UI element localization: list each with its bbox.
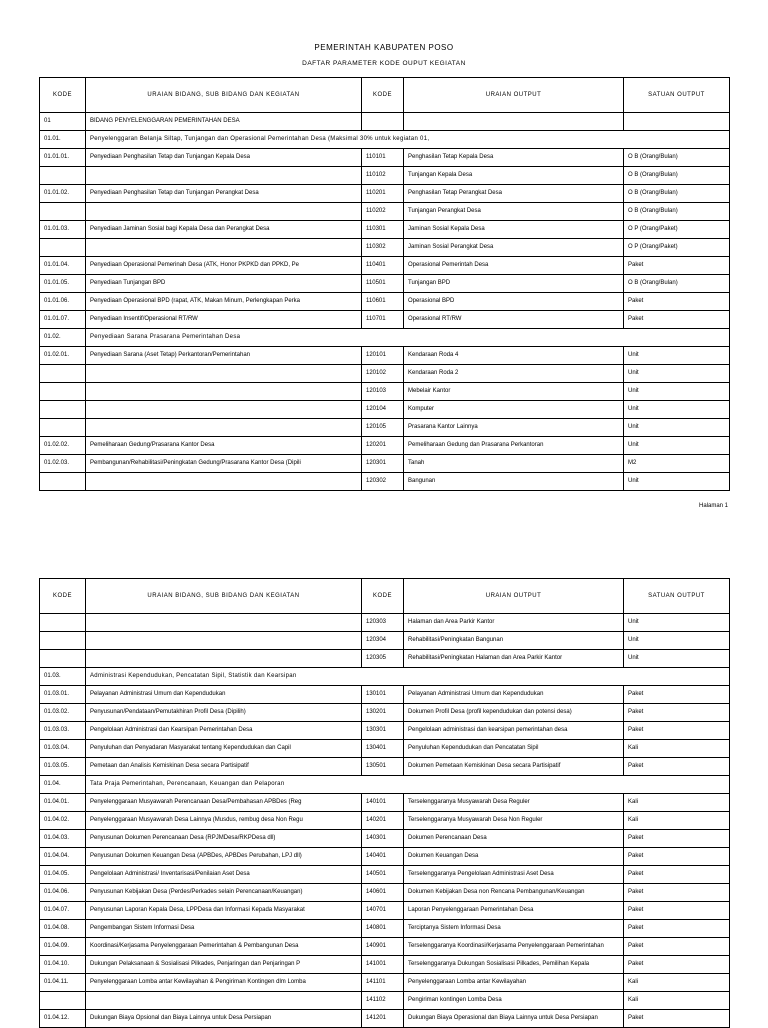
cell-satuan: M2 bbox=[624, 455, 730, 473]
cell-kode: 01.02.03. bbox=[40, 455, 86, 473]
cell-uraian: Pemeliharaan Gedung/Prasarana Kantor Desa bbox=[86, 437, 362, 455]
cell-kode bbox=[40, 650, 86, 668]
cell-kode-output: 141101 bbox=[362, 974, 404, 992]
cell-kode-output: 120302 bbox=[362, 473, 404, 491]
cell-satuan: Paket bbox=[624, 686, 730, 704]
table-row bbox=[40, 347, 730, 365]
cell-kode-output: 110701 bbox=[362, 311, 404, 329]
cell-kode-output: 140701 bbox=[362, 902, 404, 920]
cell-section-title: Administrasi Kependudukan, Pencatatan Sipil, Statistik dan Kearsipan bbox=[86, 668, 730, 686]
table-row bbox=[40, 848, 730, 866]
cell-satuan: Paket bbox=[624, 902, 730, 920]
cell-kode: 01.04.09. bbox=[40, 938, 86, 956]
cell-satuan: O B (Orang/Bulan) bbox=[624, 167, 730, 185]
cell-uraian bbox=[86, 614, 362, 632]
cell-kode bbox=[40, 992, 86, 1010]
cell-kode bbox=[40, 614, 86, 632]
cell-uraian-output: Kendaraan Roda 4 bbox=[404, 347, 624, 365]
table-row bbox=[40, 722, 730, 740]
table-row bbox=[40, 293, 730, 311]
table-row bbox=[40, 614, 730, 632]
cell-uraian-output: Rehabilitasi/Peningkatan Bangunan bbox=[404, 632, 624, 650]
cell-satuan: Kali bbox=[624, 974, 730, 992]
cell-satuan: Unit bbox=[624, 650, 730, 668]
cell-uraian-output: Terciptanya Sistem Informasi Desa bbox=[404, 920, 624, 938]
cell-kode-output: 130501 bbox=[362, 758, 404, 776]
cell-uraian-output: Dokumen Pemetaan Kemiskinan Desa secara Partisipatif bbox=[404, 758, 624, 776]
cell-kode: 01.03.02. bbox=[40, 704, 86, 722]
cell-uraian bbox=[86, 473, 362, 491]
cell-satuan: Paket bbox=[624, 884, 730, 902]
cell-section-title: Penyediaan Sarana Prasarana Pemerintahan Desa bbox=[86, 329, 730, 347]
cell-kode-output: 110101 bbox=[362, 149, 404, 167]
cell-section-title: Tata Praja Pemerintahan, Perencanaan, Keuangan dan Pelaporan bbox=[86, 776, 730, 794]
cell-kode bbox=[40, 632, 86, 650]
cell-uraian: Penyediaan Penghasilan Tetap dan Tunjangan Kepala Desa bbox=[86, 149, 362, 167]
cell-uraian-output: Operasional RT/RW bbox=[404, 311, 624, 329]
cell-kode-output: 140301 bbox=[362, 830, 404, 848]
cell-satuan: Paket bbox=[624, 956, 730, 974]
table-header-row bbox=[40, 579, 730, 614]
table-row bbox=[40, 203, 730, 221]
table-row bbox=[40, 1010, 730, 1028]
cell-kode: 01.01.05. bbox=[40, 275, 86, 293]
cell-uraian-output: Mebelair Kantor bbox=[404, 383, 624, 401]
cell-kode: 01.04.06. bbox=[40, 884, 86, 902]
table-row bbox=[40, 311, 730, 329]
section-row bbox=[40, 776, 730, 794]
cell-kode: 01.04.10. bbox=[40, 956, 86, 974]
cell-satuan: Paket bbox=[624, 938, 730, 956]
cell-uraian-output: Penyelenggaraan Lomba antar Kewilayahan bbox=[404, 974, 624, 992]
cell-satuan: O B (Orang/Bulan) bbox=[624, 275, 730, 293]
cell-satuan: Unit bbox=[624, 632, 730, 650]
cell-kode: 01.04.12. bbox=[40, 1010, 86, 1028]
col-header-kode-output: KODE bbox=[362, 579, 404, 614]
cell-kode-output: 130301 bbox=[362, 722, 404, 740]
cell-satuan: Kali bbox=[624, 812, 730, 830]
col-header-uraian-output: URAIAN OUTPUT bbox=[404, 579, 624, 614]
cell-kode-output: 130401 bbox=[362, 740, 404, 758]
cell-uraian: Pengelolaan Administrasi/ Inventarisasi/Penilaian Aset Desa bbox=[86, 866, 362, 884]
cell-satuan: Unit bbox=[624, 347, 730, 365]
cell-kode-output: 130201 bbox=[362, 704, 404, 722]
cell-kode: 01.04.03. bbox=[40, 830, 86, 848]
cell-uraian: Penyusunan Laporan Kepala Desa, LPPDesa dan Informasi Kepada Masyarakat bbox=[86, 902, 362, 920]
cell-uraian-output: Terselenggaranya Dukungan Sosialisasi Pilkades, Pemilihan Kepala bbox=[404, 956, 624, 974]
cell-uraian-output: Tanah bbox=[404, 455, 624, 473]
cell-uraian: Penyusunan Kebijakan Desa (Perdes/Perkades selain Perencanaan/Keuangan) bbox=[86, 884, 362, 902]
cell-uraian-output: Halaman dan Area Parkir Kantor bbox=[404, 614, 624, 632]
cell-kode-output: 140201 bbox=[362, 812, 404, 830]
cell-uraian bbox=[86, 401, 362, 419]
cell-uraian bbox=[86, 203, 362, 221]
cell-kode: 01.02.02. bbox=[40, 437, 86, 455]
table-row bbox=[40, 221, 730, 239]
cell-uraian: Pengelolaan Administrasi dan Kearsipan Pemerintahan Desa bbox=[86, 722, 362, 740]
cell-uraian: Penyediaan Jaminan Sosial bagi Kepala Desa dan Perangkat Desa bbox=[86, 221, 362, 239]
cell-uraian-output: Penghasilan Tetap Kepala Desa bbox=[404, 149, 624, 167]
cell-uraian: Pemetaan dan Analisis Kemiskinan Desa secara Partisipatif bbox=[86, 758, 362, 776]
cell-uraian-output: Penyuluhan Kependudukan dan Pencatatan Sipil bbox=[404, 740, 624, 758]
table-row bbox=[40, 455, 730, 473]
table-row bbox=[40, 401, 730, 419]
cell-uraian: BIDANG PENYELENGGARAN PEMERINTAHAN DESA bbox=[86, 113, 362, 131]
col-header-kode: KODE bbox=[40, 579, 86, 614]
cell-kode: 01.01.04. bbox=[40, 257, 86, 275]
cell-kode-output: 120304 bbox=[362, 632, 404, 650]
cell-kode: 01.03. bbox=[40, 668, 86, 686]
cell-satuan: O B (Orang/Bulan) bbox=[624, 149, 730, 167]
cell-uraian-output: Pengiriman kontingen Lomba Desa bbox=[404, 992, 624, 1010]
cell-uraian-output: Terselenggaranya Musyawarah Desa Reguler bbox=[404, 794, 624, 812]
cell-satuan: O P (Orang/Paket) bbox=[624, 239, 730, 257]
cell-uraian: Penyediaan Sarana (Aset Tetap) Perkantoran/Pemerintahan bbox=[86, 347, 362, 365]
table-row bbox=[40, 866, 730, 884]
cell-kode: 01.01.01. bbox=[40, 149, 86, 167]
section-row bbox=[40, 668, 730, 686]
table-row bbox=[40, 902, 730, 920]
output-table-page-1 bbox=[39, 77, 730, 491]
table-row bbox=[40, 686, 730, 704]
table-row bbox=[40, 794, 730, 812]
cell-uraian-output: Tunjangan Kepala Desa bbox=[404, 167, 624, 185]
table-row bbox=[40, 473, 730, 491]
cell-kode bbox=[40, 239, 86, 257]
cell-uraian: Koordinasi/Kerjasama Penyelenggaraan Pemerintahan & Pembangunan Desa bbox=[86, 938, 362, 956]
cell-uraian: Penyuluhan dan Penyadaran Masyarakat tentang Kependudukan dan Capil bbox=[86, 740, 362, 758]
cell-kode: 01.01.07. bbox=[40, 311, 86, 329]
cell-uraian bbox=[86, 632, 362, 650]
cell-uraian bbox=[86, 650, 362, 668]
col-header-kode-output: KODE bbox=[362, 78, 404, 113]
cell-uraian-output: Jaminan Sosial Perangkat Desa bbox=[404, 239, 624, 257]
cell-uraian-output: Dokumen Kebijakan Desa non Rencana Pembangunan/Keuangan bbox=[404, 884, 624, 902]
table-row bbox=[40, 812, 730, 830]
cell-uraian-output: Tunjangan BPD bbox=[404, 275, 624, 293]
cell-uraian-output: Pelayanan Administrasi Umum dan Kependudukan bbox=[404, 686, 624, 704]
table-row bbox=[40, 974, 730, 992]
table-row bbox=[40, 704, 730, 722]
cell-satuan: Paket bbox=[624, 1010, 730, 1028]
cell-section-title: Penyelenggaran Belanja Siltap, Tunjangan dan Operasional Pemerintahan Desa (Maksimal 30% untuk kegiatan 01, bbox=[86, 131, 730, 149]
cell-kode-output: 141001 bbox=[362, 956, 404, 974]
cell-kode-output: 140601 bbox=[362, 884, 404, 902]
table-row bbox=[40, 740, 730, 758]
cell-uraian-output: Pengelolaan administrasi dan kearsipan pemerintahan desa bbox=[404, 722, 624, 740]
table-row bbox=[40, 650, 730, 668]
cell-uraian: Penyediaan Insentif/Operasional RT/RW bbox=[86, 311, 362, 329]
cell-uraian: Penyediaan Operasional BPD (rapat, ATK, Makan Minum, Perlengkapan Perka bbox=[86, 293, 362, 311]
cell-uraian-output: Prasarana Kantor Lainnya bbox=[404, 419, 624, 437]
table-row bbox=[40, 758, 730, 776]
table-row bbox=[40, 275, 730, 293]
cell-kode-output: 140401 bbox=[362, 848, 404, 866]
cell-uraian: Penyediaan Penghasilan Tetap dan Tunjangan Perangkat Desa bbox=[86, 185, 362, 203]
cell-uraian-output bbox=[404, 113, 624, 131]
table-row bbox=[40, 185, 730, 203]
cell-satuan: O B (Orang/Bulan) bbox=[624, 185, 730, 203]
output-table-page-2 bbox=[39, 578, 730, 1028]
col-header-uraian-output: URAIAN OUTPUT bbox=[404, 78, 624, 113]
cell-kode-output: 110201 bbox=[362, 185, 404, 203]
cell-uraian bbox=[86, 419, 362, 437]
cell-uraian-output: Dokumen Keuangan Desa bbox=[404, 848, 624, 866]
cell-uraian-output: Penghasilan Tetap Perangkat Desa bbox=[404, 185, 624, 203]
table-row bbox=[40, 257, 730, 275]
cell-satuan: Unit bbox=[624, 473, 730, 491]
table-row bbox=[40, 992, 730, 1010]
page-number: Halaman 1 bbox=[698, 503, 728, 509]
table-row bbox=[40, 920, 730, 938]
cell-kode-output: 120102 bbox=[362, 365, 404, 383]
cell-kode: 01.04.01. bbox=[40, 794, 86, 812]
cell-kode: 01.04.05. bbox=[40, 866, 86, 884]
cell-uraian-output: Operasional Pemerintah Desa bbox=[404, 257, 624, 275]
cell-kode: 01.01. bbox=[40, 131, 86, 149]
cell-uraian: Penyediaan Tunjangan BPD bbox=[86, 275, 362, 293]
cell-satuan: Kali bbox=[624, 740, 730, 758]
cell-kode: 01.01.03. bbox=[40, 221, 86, 239]
cell-uraian: Penyediaan Operasional Pemerinah Desa (ATK, Honor PKPKD dan PPKD, Pe bbox=[86, 257, 362, 275]
cell-uraian-output: Operasional BPD bbox=[404, 293, 624, 311]
cell-satuan: Paket bbox=[624, 758, 730, 776]
cell-uraian bbox=[86, 239, 362, 257]
table-row bbox=[40, 149, 730, 167]
section-row bbox=[40, 131, 730, 149]
cell-kode bbox=[40, 383, 86, 401]
cell-kode-output bbox=[362, 113, 404, 131]
cell-uraian-output: Pemeliharaan Gedung dan Prasarana Perkantoran bbox=[404, 437, 624, 455]
cell-satuan: Paket bbox=[624, 257, 730, 275]
cell-satuan: Paket bbox=[624, 293, 730, 311]
cell-kode: 01.03.03. bbox=[40, 722, 86, 740]
cell-kode: 01 bbox=[40, 113, 86, 131]
cell-kode: 01.01.02. bbox=[40, 185, 86, 203]
cell-satuan: Unit bbox=[624, 365, 730, 383]
table-row bbox=[40, 383, 730, 401]
cell-kode-output: 130101 bbox=[362, 686, 404, 704]
cell-satuan: Unit bbox=[624, 437, 730, 455]
cell-uraian-output: Tunjangan Perangkat Desa bbox=[404, 203, 624, 221]
cell-uraian-output: Jaminan Sosial Kepala Desa bbox=[404, 221, 624, 239]
cell-kode bbox=[40, 419, 86, 437]
cell-satuan: Paket bbox=[624, 722, 730, 740]
cell-kode: 01.02.01. bbox=[40, 347, 86, 365]
cell-uraian-output: Rehabilitasi/Peningkatan Halaman dan Area Parkir Kantor bbox=[404, 650, 624, 668]
page-title: PEMERINTAH KABUPATEN POSO bbox=[314, 43, 454, 52]
cell-kode: 01.04.02. bbox=[40, 812, 86, 830]
cell-uraian bbox=[86, 167, 362, 185]
cell-kode-output: 120301 bbox=[362, 455, 404, 473]
cell-satuan: Kali bbox=[624, 794, 730, 812]
cell-uraian bbox=[86, 365, 362, 383]
cell-uraian: Dukungan Biaya Opsional dan Biaya Lainnya untuk Desa Persiapan bbox=[86, 1010, 362, 1028]
cell-kode bbox=[40, 473, 86, 491]
cell-kode bbox=[40, 167, 86, 185]
table-row bbox=[40, 113, 730, 131]
cell-kode-output: 140101 bbox=[362, 794, 404, 812]
cell-kode-output: 110302 bbox=[362, 239, 404, 257]
cell-kode: 01.03.04. bbox=[40, 740, 86, 758]
cell-kode bbox=[40, 401, 86, 419]
cell-kode-output: 120305 bbox=[362, 650, 404, 668]
cell-satuan: Paket bbox=[624, 311, 730, 329]
cell-kode: 01.02. bbox=[40, 329, 86, 347]
table-row bbox=[40, 365, 730, 383]
table-row bbox=[40, 938, 730, 956]
cell-satuan: Unit bbox=[624, 401, 730, 419]
cell-uraian-output: Dokumen Profil Desa (profil kependudukan dan potensi desa) bbox=[404, 704, 624, 722]
cell-kode-output: 140901 bbox=[362, 938, 404, 956]
cell-uraian-output: Komputer bbox=[404, 401, 624, 419]
cell-kode: 01.04.11. bbox=[40, 974, 86, 992]
col-header-kode: KODE bbox=[40, 78, 86, 113]
cell-uraian-output: Laporan Penyelenggaraan Pemerintahan Desa bbox=[404, 902, 624, 920]
cell-satuan: Paket bbox=[624, 920, 730, 938]
cell-kode-output: 120303 bbox=[362, 614, 404, 632]
cell-kode-output: 120105 bbox=[362, 419, 404, 437]
table-row bbox=[40, 419, 730, 437]
col-header-satuan-output: SATUAN OUTPUT bbox=[624, 579, 730, 614]
table-header-row bbox=[40, 78, 730, 113]
cell-satuan: O B (Orang/Bulan) bbox=[624, 203, 730, 221]
cell-kode: 01.04.04. bbox=[40, 848, 86, 866]
cell-uraian-output: Terselenggaranya Musyawarah Desa Non Reguler bbox=[404, 812, 624, 830]
cell-uraian: Penyusunan Dokumen Perencanaan Desa (RPJMDesa/RKPDesa dll) bbox=[86, 830, 362, 848]
table-row bbox=[40, 167, 730, 185]
cell-satuan: Paket bbox=[624, 704, 730, 722]
cell-uraian bbox=[86, 383, 362, 401]
cell-uraian: Dukungan Pelaksanaan & Sosialisasi Pilkades, Penjaringan dan Penjaringan P bbox=[86, 956, 362, 974]
cell-kode-output: 140501 bbox=[362, 866, 404, 884]
cell-kode-output: 120101 bbox=[362, 347, 404, 365]
cell-uraian: Pelayanan Administrasi Umum dan Kependudukan bbox=[86, 686, 362, 704]
cell-uraian: Penyusunan Dokumen Keuangan Desa (APBDes, APBDes Perubahan, LPJ dll) bbox=[86, 848, 362, 866]
page-subtitle: DAFTAR PARAMETER KODE OUPUT KEGIATAN bbox=[302, 60, 466, 67]
cell-uraian: Penyelenggaraan Lomba antar Kewilayahan & Pengiriman Kontingen dlm Lomba bbox=[86, 974, 362, 992]
cell-satuan: Unit bbox=[624, 419, 730, 437]
col-header-satuan-output: SATUAN OUTPUT bbox=[624, 78, 730, 113]
table-row bbox=[40, 239, 730, 257]
cell-kode: 01.03.05. bbox=[40, 758, 86, 776]
cell-satuan: Paket bbox=[624, 830, 730, 848]
cell-uraian: Penyelenggaraan Musyawarah Perencanaan Desa/Pembahasan APBDes (Reg bbox=[86, 794, 362, 812]
cell-uraian-output: Dokumen Perencanaan Desa bbox=[404, 830, 624, 848]
cell-kode-output: 110202 bbox=[362, 203, 404, 221]
cell-uraian: Penyelenggaraan Musyawarah Desa Lainnya (Musdus, rembug desa Non Regu bbox=[86, 812, 362, 830]
cell-uraian-output: Kendaraan Roda 2 bbox=[404, 365, 624, 383]
cell-satuan bbox=[624, 113, 730, 131]
cell-uraian: Penyusunan/Pendataan/Pemutakhiran Profil Desa (Dipilih) bbox=[86, 704, 362, 722]
cell-kode: 01.04.07. bbox=[40, 902, 86, 920]
cell-kode-output: 110401 bbox=[362, 257, 404, 275]
cell-uraian-output: Terselenggaranya Pengelolaan Administrasi Aset Desa bbox=[404, 866, 624, 884]
cell-kode bbox=[40, 203, 86, 221]
cell-uraian-output: Terselenggaranya Koordinasi/Kerjasama Penyelenggaraan Pemerintahan bbox=[404, 938, 624, 956]
cell-satuan: O P (Orang/Paket) bbox=[624, 221, 730, 239]
table-row bbox=[40, 830, 730, 848]
section-row bbox=[40, 329, 730, 347]
cell-kode-output: 120104 bbox=[362, 401, 404, 419]
cell-kode: 01.03.01. bbox=[40, 686, 86, 704]
cell-uraian-output: Dukungan Biaya Operasional dan Biaya Lainnya untuk Desa Persiapan bbox=[404, 1010, 624, 1028]
cell-uraian bbox=[86, 992, 362, 1010]
table-row bbox=[40, 884, 730, 902]
col-header-uraian-bidang: URAIAN BIDANG, SUB BIDANG DAN KEGIATAN bbox=[86, 78, 362, 113]
cell-kode: 01.01.06. bbox=[40, 293, 86, 311]
cell-kode-output: 110501 bbox=[362, 275, 404, 293]
cell-satuan: Paket bbox=[624, 866, 730, 884]
table-row bbox=[40, 632, 730, 650]
cell-kode-output: 120201 bbox=[362, 437, 404, 455]
cell-kode-output: 141102 bbox=[362, 992, 404, 1010]
cell-kode-output: 140801 bbox=[362, 920, 404, 938]
cell-kode-output: 141201 bbox=[362, 1010, 404, 1028]
cell-kode-output: 110301 bbox=[362, 221, 404, 239]
cell-kode bbox=[40, 365, 86, 383]
cell-kode-output: 110102 bbox=[362, 167, 404, 185]
col-header-uraian-bidang: URAIAN BIDANG, SUB BIDANG DAN KEGIATAN bbox=[86, 579, 362, 614]
cell-uraian: Pengembangan Sistem Informasi Desa bbox=[86, 920, 362, 938]
table-row bbox=[40, 956, 730, 974]
cell-satuan: Unit bbox=[624, 383, 730, 401]
cell-kode: 01.04. bbox=[40, 776, 86, 794]
cell-uraian: Pembangunan/Rehabilitasi/Peningkatan Gedung/Prasarana Kantor Desa (Dipili bbox=[86, 455, 362, 473]
cell-satuan: Paket bbox=[624, 848, 730, 866]
cell-kode-output: 120103 bbox=[362, 383, 404, 401]
table-row bbox=[40, 437, 730, 455]
cell-kode: 01.04.08. bbox=[40, 920, 86, 938]
cell-kode-output: 110601 bbox=[362, 293, 404, 311]
cell-satuan: Unit bbox=[624, 614, 730, 632]
cell-uraian-output: Bangunan bbox=[404, 473, 624, 491]
cell-satuan: Kali bbox=[624, 992, 730, 1010]
